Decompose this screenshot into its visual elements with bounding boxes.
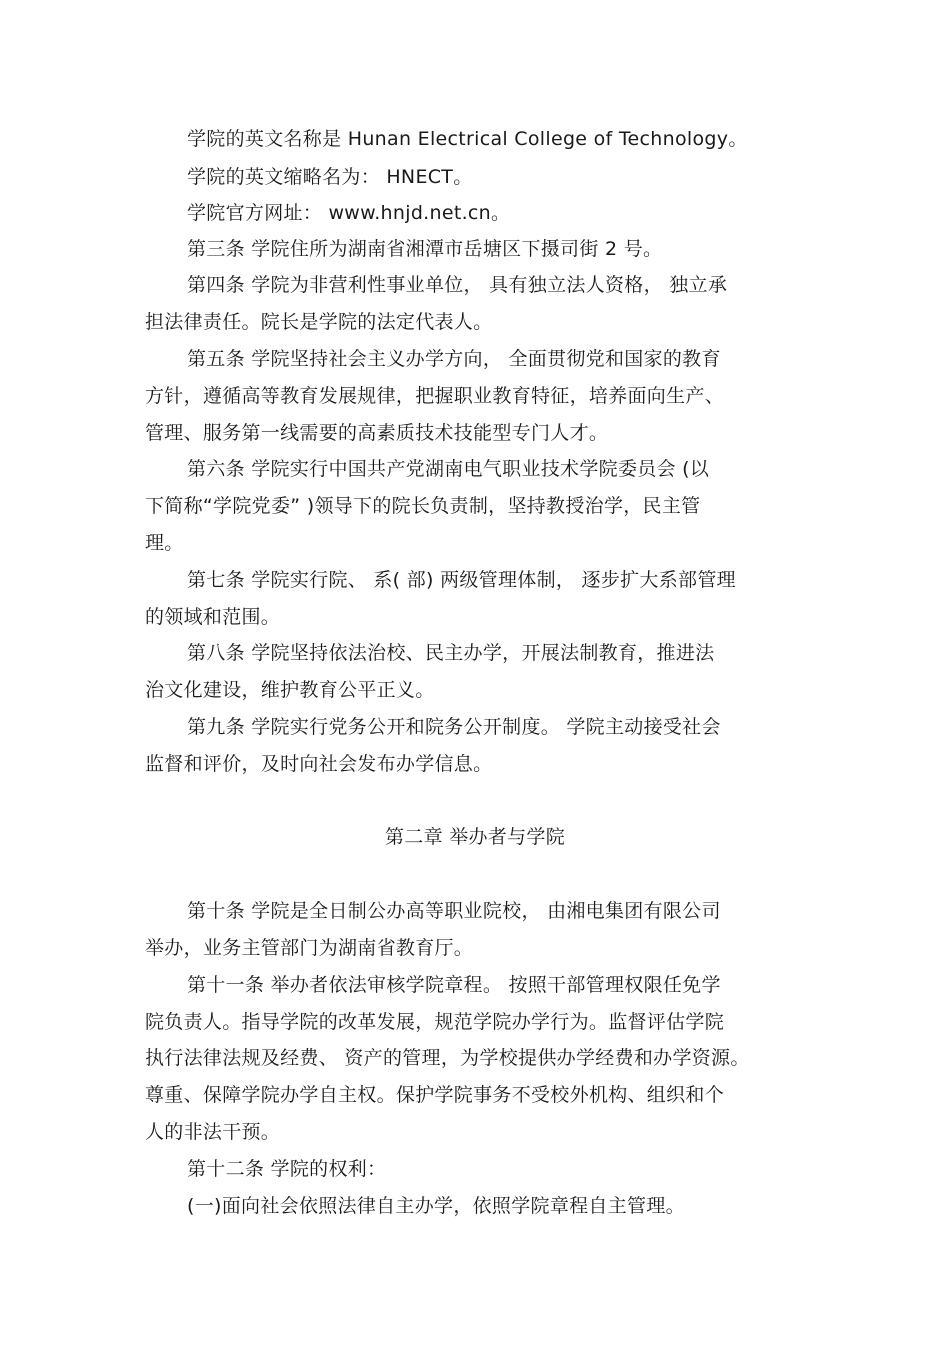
text-line: 方针，遵循高等教育发展规律，把握职业教育特征，培养面向生产、 — [145, 385, 725, 407]
text-line: 第七条 学院实行院、 系( 部) 两级管理体制， 逐步扩大系部管理 — [187, 569, 736, 591]
chapter-heading: 第二章 举办者与学院 — [384, 826, 566, 848]
text-line: 第九条 学院实行党务公开和院务公开制度。 学院主动接受社会 — [187, 716, 721, 738]
text-line: 管理、服务第一线需要的高素质技术技能型专门人才。 — [145, 422, 609, 444]
text-line: 下简称“学院党委” )领导下的院长负责制，坚持教授治学，民主管 — [145, 495, 701, 517]
text-line: 人的非法干预。 — [145, 1121, 281, 1143]
text-line: 第六条 学院实行中国共产党湖南电气职业技术学院委员会 (以 — [187, 458, 710, 480]
text-line: 学院的英文名称是 Hunan Electrical College of Technology。 — [187, 128, 748, 150]
text-line: 第三条 学院住所为湖南省湘潭市岳塘区下摄司街 2 号。 — [187, 238, 663, 260]
text-line: 第十二条 学院的权利： — [187, 1158, 387, 1180]
text-line: 第四条 学院为非营利性事业单位， 具有独立法人资格， 独立承 — [187, 274, 728, 296]
text-line: 担法律责任。院长是学院的法定代表人。 — [145, 311, 493, 333]
text-line: 院负责人。指导学院的改革发展，规范学院办学行为。监督评估学院 — [145, 1011, 725, 1033]
text-line: 尊重、保障学院办学自主权。保护学院事务不受校外机构、组织和个 — [145, 1084, 725, 1106]
text-line: 第十一条 举办者依法审核学院章程。 按照干部管理权限任免学 — [187, 974, 721, 996]
text-line: 学院官方网址： www.hnjd.net.cn。 — [187, 202, 511, 224]
text-line: 举办，业务主管部门为湖南省教育厅。 — [145, 937, 474, 959]
text-line: 理。 — [145, 532, 184, 554]
text-line: (一)面向社会依照法律自主办学，依照学院章程自主管理。 — [187, 1195, 685, 1217]
text-line: 学院的英文缩略名为： HNECT。 — [187, 166, 473, 188]
text-line: 治文化建设，维护教育公平正义。 — [145, 679, 435, 701]
text-line: 第八条 学院坚持依法治校、民主办学，开展法制教育，推进法 — [187, 642, 715, 664]
text-line: 执行法律法规及经费、 资产的管理，为学校提供办学经费和办学资源。 — [145, 1047, 750, 1069]
text-line: 的领域和范围。 — [145, 606, 281, 628]
text-line: 监督和评价，及时向社会发布办学信息。 — [145, 753, 493, 775]
text-line: 第十条 学院是全日制公办高等职业院校， 由湘电集团有限公司 — [187, 900, 721, 922]
text-line: 第五条 学院坚持社会主义办学方向， 全面贯彻党和国家的教育 — [187, 348, 721, 370]
